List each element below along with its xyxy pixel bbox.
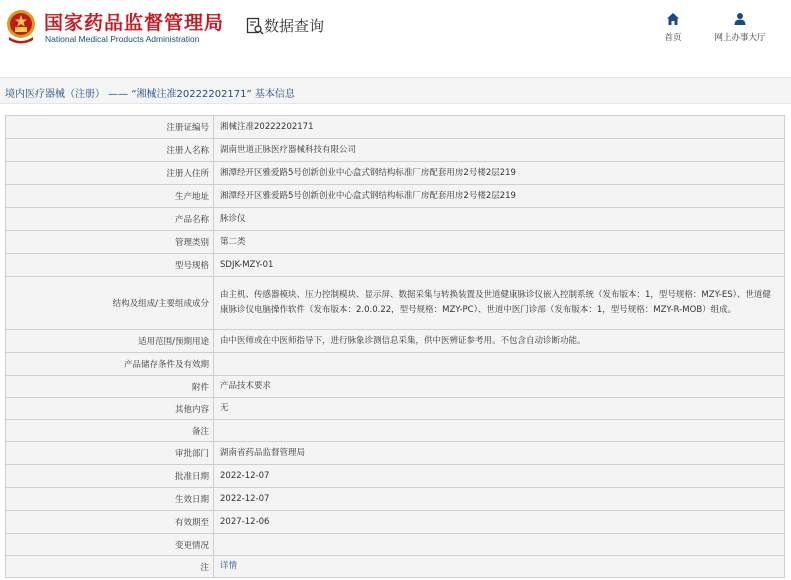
table-row — [5, 442, 785, 465]
row-value: 无 — [220, 403, 229, 413]
site-name-cn[interactable]: 国家药品监督管理局 — [44, 12, 225, 34]
row-value: 第二类 — [220, 236, 246, 247]
row-label: 注册人住所 — [6, 162, 214, 184]
row-value: 2022-12-07 — [220, 493, 270, 504]
table-row — [5, 465, 785, 488]
details-link[interactable]: 详情 — [220, 561, 238, 571]
row-label: 产品名称 — [6, 208, 214, 230]
nav-home-link[interactable] — [655, 12, 691, 43]
row-value: 由主机、传感器模块、压力控制模块、显示屏、数据采集与转换装置及世道健康脉诊仪嵌入控制系统（发布版本：1，型号规格：MZY-ES）、世道健康脉诊仪电脑操作软件（发布版本：2.0.0.22，型号规格：MZY-PC）、世道中医门诊部（发布版本：1，型号规格：MZY-R-MOB）组成。 — [220, 290, 771, 315]
document-search-icon — [246, 17, 264, 35]
row-value: 2022-12-07 — [220, 470, 270, 481]
nav-service-hall-link[interactable] — [708, 12, 772, 43]
row-label: 注册人名称 — [6, 139, 214, 161]
row-label: 生产地址 — [6, 185, 214, 207]
row-value: 湘械注准20222202171 — [220, 121, 314, 132]
row-value — [214, 420, 784, 441]
table-row — [5, 277, 785, 330]
breadcrumb — [0, 77, 791, 104]
row-label: 管理类别 — [6, 231, 214, 253]
row-label: 有效期至 — [6, 511, 214, 533]
row-value: 湖南省药品监督管理局 — [220, 447, 306, 458]
table-row — [5, 511, 785, 534]
home-icon — [666, 12, 680, 26]
table-row — [5, 254, 785, 277]
table-row — [5, 231, 785, 254]
row-label: 审批部门 — [6, 442, 214, 464]
row-value — [214, 556, 784, 577]
row-value: SDJK-MZY-01 — [220, 259, 274, 270]
row-value: 湘潭经开区雅爱路5号创新创业中心盒式钢结构标准厂房配套用房2号楼2层219 — [220, 190, 516, 201]
detail-table — [5, 115, 785, 578]
row-value: 由中医师或在中医师指导下，进行脉象诊测信息采集，供中医辨证参考用。不包含自动诊断功能。 — [220, 335, 586, 346]
table-row — [5, 353, 785, 376]
table-row — [5, 162, 785, 185]
nav-service-hall-label: 网上办事大厅 — [714, 33, 766, 43]
row-label: 变更情况 — [6, 534, 214, 555]
row-label: 适用范围/预期用途 — [6, 330, 214, 352]
table-row — [5, 376, 785, 398]
site-header — [0, 0, 791, 62]
row-label: 备注 — [6, 420, 214, 441]
row-label: 生效日期 — [6, 488, 214, 510]
table-row — [5, 185, 785, 208]
table-row — [5, 420, 785, 442]
table-row — [5, 330, 785, 353]
breadcrumb-text: 境内医疗器械（注册） —— “湘械注准20222202171” 基本信息 — [5, 89, 295, 100]
row-value: 湘潭经开区雅爱路5号创新创业中心盒式钢结构标准厂房配套用房2号楼2层219 — [220, 167, 516, 178]
site-name-en[interactable]: National Medical Products Administration — [45, 34, 200, 44]
row-value — [214, 534, 784, 555]
user-icon — [733, 12, 747, 26]
national-emblem-icon — [5, 7, 37, 45]
nav-home-label: 首页 — [664, 33, 682, 43]
row-value — [214, 353, 784, 375]
row-label: 批准日期 — [6, 465, 214, 487]
row-label: 其他内容 — [6, 398, 214, 419]
row-label: 产品储存条件及有效期 — [6, 353, 214, 375]
table-row — [5, 208, 785, 231]
row-label: 附件 — [6, 376, 214, 397]
row-label: 型号规格 — [6, 254, 214, 276]
table-row — [5, 488, 785, 511]
page-section-title: 数据查询 — [264, 17, 325, 35]
table-row — [5, 116, 785, 139]
row-label: 注 — [6, 556, 214, 577]
table-row — [5, 139, 785, 162]
table-row — [5, 556, 785, 578]
row-label: 注册证编号 — [6, 116, 214, 138]
row-value: 2027-12-06 — [220, 516, 270, 527]
row-value: 产品技术要求 — [220, 381, 272, 391]
row-label: 结构及组成/主要组成成分 — [6, 277, 214, 329]
table-row — [5, 534, 785, 556]
row-value: 湖南世道正脉医疗器械科技有限公司 — [220, 144, 357, 155]
table-row — [5, 398, 785, 420]
row-value: 脉诊仪 — [220, 213, 246, 224]
